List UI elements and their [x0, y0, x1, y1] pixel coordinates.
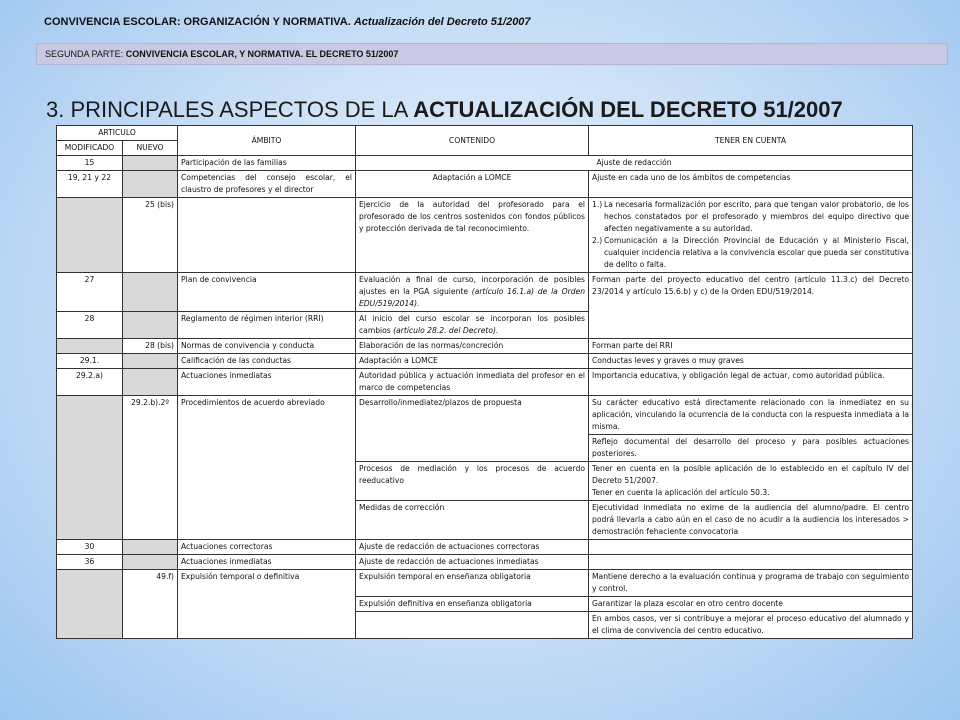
cell-modificado — [57, 570, 123, 639]
table-row — [57, 273, 913, 312]
contenido-text: Al inicio del curso escolar se incorporan los posibles cambios — [359, 314, 585, 335]
cell-ambito: Actuaciones correctoras — [178, 540, 356, 555]
cell-nuevo — [123, 354, 178, 369]
cell-nuevo — [123, 540, 178, 555]
table-row — [57, 198, 913, 273]
cell-modificado: 30 — [57, 540, 123, 555]
cell-ambito: Expulsión temporal o definitiva — [178, 570, 356, 639]
title-main: CONVIVENCIA ESCOLAR: ORGANIZACIÓN Y NORMATIVA. — [44, 16, 351, 28]
cell-tener — [589, 555, 913, 570]
cell-modificado: 19, 21 y 22 — [57, 171, 123, 198]
cell-ambito: Calificación de las conductas — [178, 354, 356, 369]
cell-modificado — [57, 198, 123, 273]
cell-modificado: 29.1. — [57, 354, 123, 369]
cell-ambito: Procedimientos de acuerdo abreviado — [178, 396, 356, 540]
cell-nuevo — [123, 555, 178, 570]
cell-ambito: Participación de las familias — [178, 156, 356, 171]
list-number: 1.) — [592, 200, 603, 209]
cell-contenido: Autoridad pública y actuación inmediata del profesor en el marco de competencias — [356, 369, 589, 396]
cell-contenido: Desarrollo/inmediatez/plazos de propuesta — [356, 396, 589, 462]
cell-contenido: Medidas de corrección — [356, 501, 589, 540]
cell-tener — [589, 462, 913, 501]
table-row — [57, 540, 913, 555]
cell-tener — [589, 198, 913, 273]
header-nuevo: NUEVO — [123, 141, 178, 156]
cell-contenido: Ejercicio de la autoridad del profesorado para el profesorado de los centros sostenidos con fondos públicos y protección derivada de tal reconocimiento. — [356, 198, 589, 273]
table-row — [57, 156, 913, 171]
cell-modificado — [57, 396, 123, 540]
cell-modificado: 27 — [57, 273, 123, 312]
table-row — [57, 570, 913, 597]
header-row-1 — [57, 126, 913, 141]
cell-contenido: Procesos de mediación y los procesos de acuerdo reeducativo — [356, 462, 589, 501]
cell-nuevo — [123, 171, 178, 198]
cell-tener: Forman parte del RRI — [589, 339, 913, 354]
contenido-reference: (artículo 16.1.a) de la Orden EDU/519/2014). — [359, 287, 586, 308]
tener-line: Tener en cuenta en la posible aplicación de lo establecido en el capítulo IV del Decreto 51/2007. — [592, 464, 909, 485]
section-banner — [36, 43, 948, 65]
cell-ambito: Actuaciones inmediatas — [178, 369, 356, 396]
header-tener: TENER EN CUENTA — [589, 126, 913, 156]
cell-contenido: Adaptación a LOMCE — [356, 171, 589, 198]
cell-contenido — [356, 612, 589, 639]
list-text: Comunicación a la Dirección Provincial de Educación y al Ministerio Fiscal, cualquier incidencia relativa a la convivencia escolar que pueda ser constitutiva de delito o falta. — [604, 236, 909, 269]
cell-contenido: Expulsión definitiva en enseñanza obligatoria — [356, 597, 589, 612]
cell-ambito: Reglamento de régimen interior (RRI) — [178, 312, 356, 339]
header-modificado: MODIFICADO — [57, 141, 123, 156]
cell-modificado: 15 — [57, 156, 123, 171]
cell-nuevo: 25 (bis) — [123, 198, 178, 273]
cell-tener: Ejecutividad inmediata no exime de la audiencia del alumno/padre. El centro podrá llevarla a cabo aún en el caso de no acudir a la audiencia los interesados > demostración fehaciente convocatoria — [589, 501, 913, 540]
header-articulo: ARTICULO — [57, 126, 178, 141]
cell-tener: Reflejo documental del desarrollo del proceso y para posibles actuaciones posteriores. — [589, 435, 913, 462]
cell-contenido: Adaptación a LOMCE — [356, 354, 589, 369]
decree-table — [56, 125, 913, 639]
table-row — [57, 339, 913, 354]
tener-line: Tener en cuenta la aplicación del artículo 50.3. — [592, 488, 770, 497]
cell-modificado: 29.2.a) — [57, 369, 123, 396]
cell-tener: Forman parte del proyecto educativo del centro (artículo 11.3.c) del Decreto 23/2014 y artículo 15.6.b) y c) de la Orden EDU/519/2014. — [589, 273, 913, 339]
cell-ambito: Normas de convivencia y conducta — [178, 339, 356, 354]
cell-contenido: Expulsión temporal en enseñanza obligatoria — [356, 570, 589, 597]
cell-ambito: Actuaciones inmediatas — [178, 555, 356, 570]
contenido-text: Evaluación a final de curso, incorporación de posibles ajustes en la PGA siguiente — [359, 275, 585, 296]
cell-tener: Garantizar la plaza escolar en otro centro docente — [589, 597, 913, 612]
list-item — [592, 235, 909, 271]
banner-text: CONVIVENCIA ESCOLAR, Y NORMATIVA. EL DECRETO 51/2007 — [125, 49, 399, 59]
list-number: 2.) — [592, 236, 603, 245]
cell-ambito — [178, 198, 356, 273]
cell-tener — [589, 540, 913, 555]
list-text: La necesaria formalización por escrito, para que tengan valor probatorio, de los hechos constatados por el profesorado y miembros del equipo directivo que afecten negativamente a su autoridad. — [604, 200, 909, 233]
table-row — [57, 369, 913, 396]
presentation-title — [44, 16, 531, 28]
cell-contenido: Ajuste de redacción de actuaciones correctoras — [356, 540, 589, 555]
cell-nuevo — [123, 312, 178, 339]
cell-tener: En ambos casos, ver si contribuye a mejorar el proceso educativo del alumnado y el clima de convivencia del centro educativo. — [589, 612, 913, 639]
table-row — [57, 555, 913, 570]
cell-modificado: 28 — [57, 312, 123, 339]
cell-nuevo: 29.2.b).2º — [123, 396, 178, 540]
cell-nuevo: 49.f) — [123, 570, 178, 639]
cell-ambito: Plan de convivencia — [178, 273, 356, 312]
cell-nuevo: 28 (bis) — [123, 339, 178, 354]
table-row — [57, 354, 913, 369]
header-ambito: ÁMBITO — [178, 126, 356, 156]
slide-heading — [46, 97, 843, 123]
cell-nuevo — [123, 369, 178, 396]
contenido-reference: (artículo 28.2. del Decreto). — [393, 326, 499, 335]
cell-nuevo — [123, 156, 178, 171]
banner-prefix: SEGUNDA PARTE: — [45, 49, 126, 59]
heading-bold: ACTUALIZACIÓN DEL DECRETO 51/2007 — [413, 97, 843, 122]
cell-nuevo — [123, 273, 178, 312]
title-italic: Actualización del Decreto 51/2007 — [353, 16, 531, 28]
cell-tener: Importancia educativa, y obligación legal de actuar, como autoridad pública. — [589, 369, 913, 396]
cell-tener: Mantiene derecho a la evaluación continua y programa de trabajo con seguimiento y control. — [589, 570, 913, 597]
cell-tener: Su carácter educativo está directamente relacionado con la inmediatez en su aplicación, vinculando la ocurrencia de la conducta con la respuesta inmediata a la misma. — [589, 396, 913, 435]
cell-ambito: Competencias del consejo escolar, el claustro de profesores y el director — [178, 171, 356, 198]
cell-tener: Ajuste en cada uno de los ámbitos de competencias — [589, 171, 913, 198]
cell-tener: Conductas leves y graves o muy graves — [589, 354, 913, 369]
cell-contenido: Ajuste de redacción — [356, 156, 913, 171]
cell-contenido: Elaboración de las normas/concreción — [356, 339, 589, 354]
heading-plain: 3. PRINCIPALES ASPECTOS DE LA — [46, 97, 414, 122]
cell-contenido — [356, 312, 589, 339]
cell-contenido — [356, 273, 589, 312]
cell-contenido: Ajuste de redacción de actuaciones inmediatas — [356, 555, 589, 570]
cell-modificado: 36 — [57, 555, 123, 570]
list-item — [592, 199, 909, 235]
table-row — [57, 171, 913, 198]
table-row — [57, 396, 913, 435]
header-contenido: CONTENIDO — [356, 126, 589, 156]
cell-modificado — [57, 339, 123, 354]
